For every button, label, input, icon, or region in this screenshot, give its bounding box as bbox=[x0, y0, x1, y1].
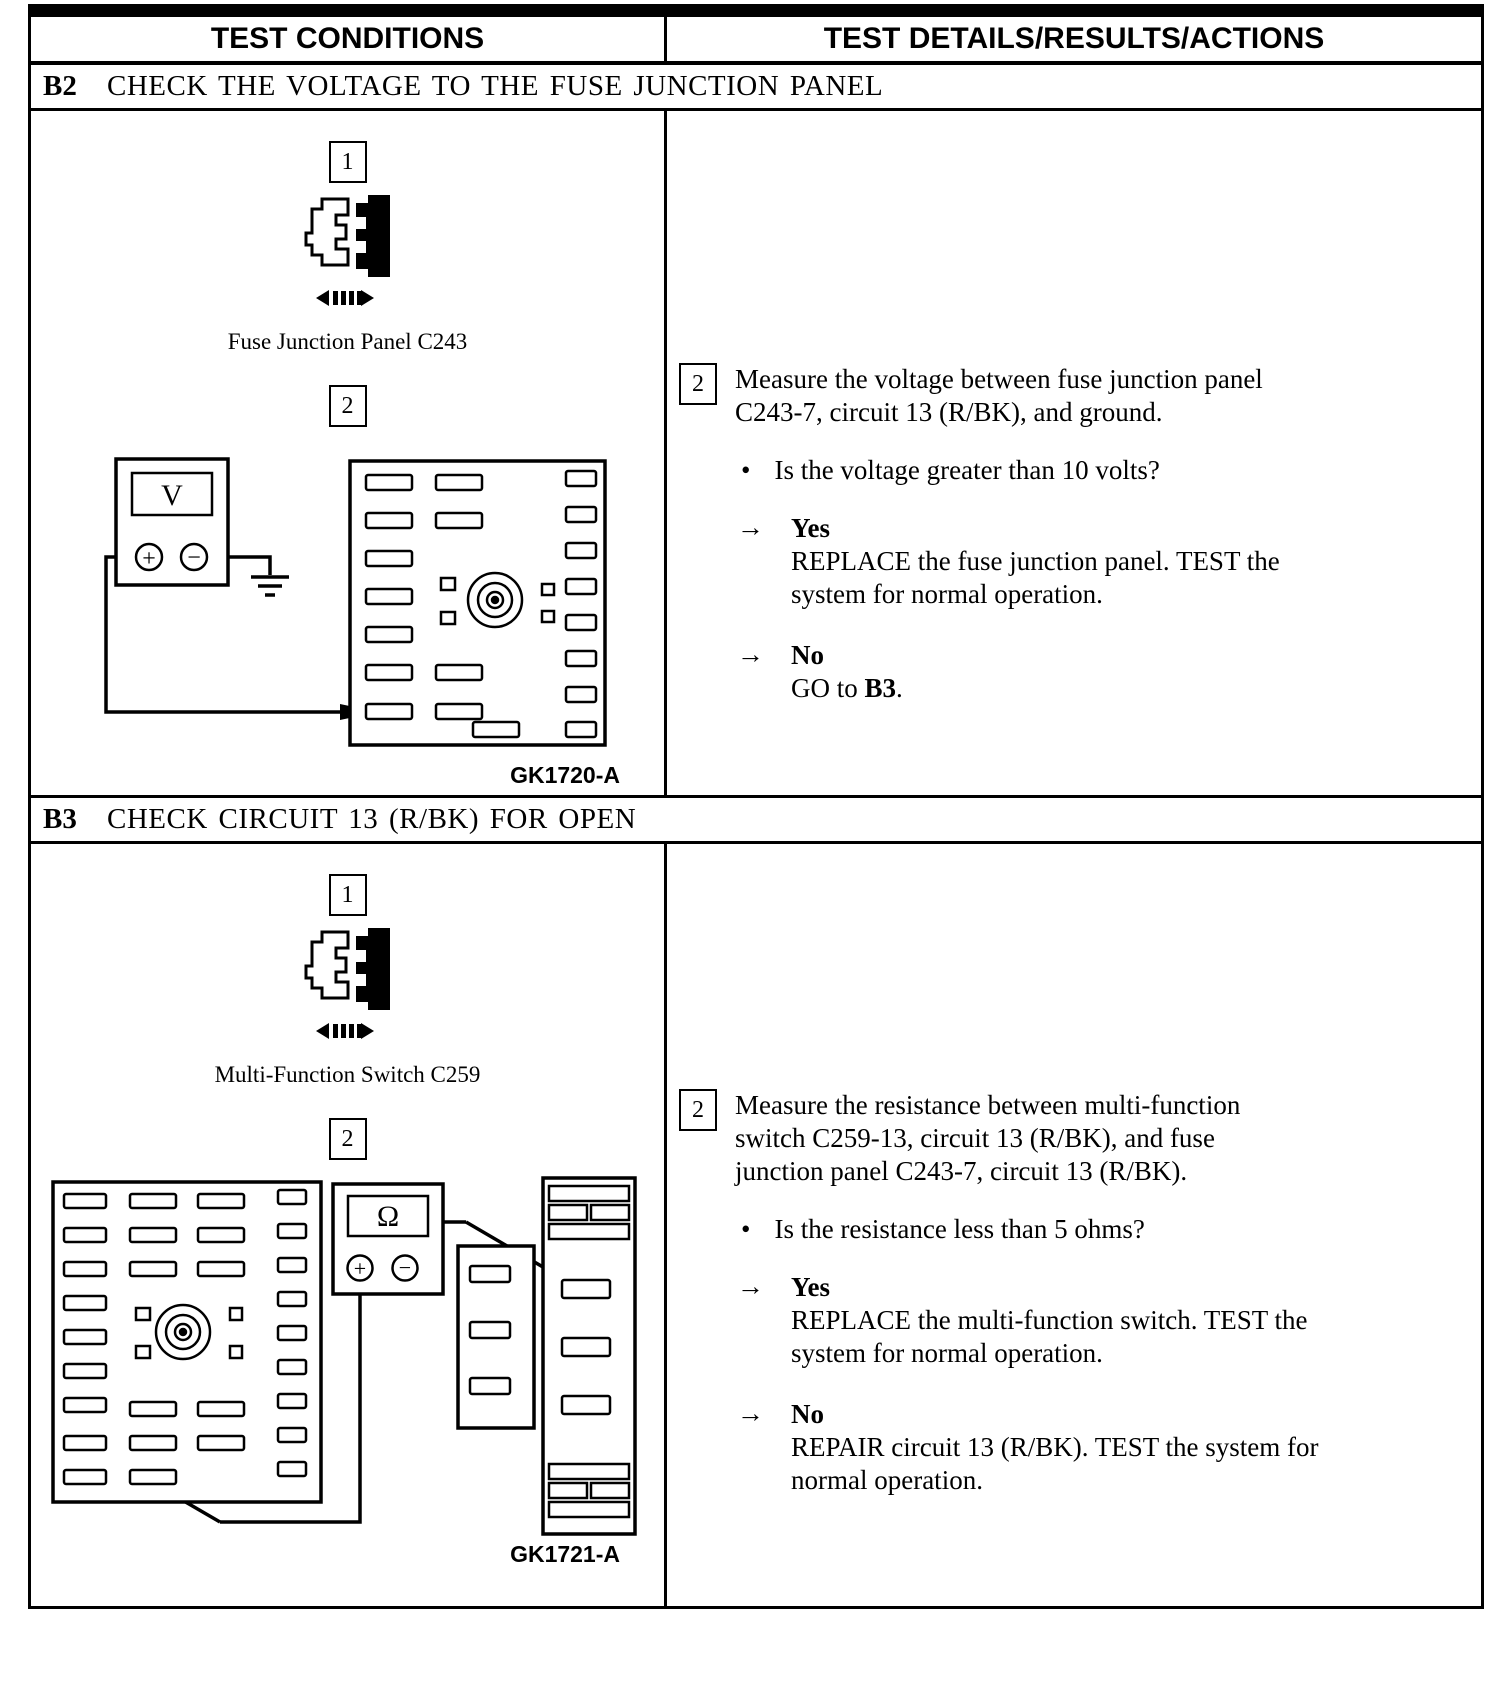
b2-no-action-text bbox=[791, 672, 903, 705]
b3-right-step-number-box bbox=[679, 1089, 717, 1131]
section-b2-id: B2 bbox=[43, 70, 77, 102]
b2-figure-id: GK1720-A bbox=[510, 762, 620, 788]
column-header-test-conditions: TEST CONDITIONS bbox=[31, 17, 667, 61]
section-b2-title-row bbox=[31, 65, 1481, 111]
mating-arrows-icon bbox=[316, 290, 374, 306]
minus-terminal-icon: − bbox=[186, 545, 201, 571]
section-b3-id: B3 bbox=[43, 803, 77, 835]
table-top-bar bbox=[31, 4, 1481, 17]
b3-resistance-test-diagram bbox=[38, 1174, 658, 1539]
plus-terminal-icon: + bbox=[141, 546, 156, 572]
arrow-icon: → bbox=[737, 638, 764, 669]
arrow-icon: → bbox=[737, 511, 764, 542]
ignition-cylinder-icon bbox=[156, 1305, 210, 1359]
b2-step1-number: 1 bbox=[341, 148, 354, 175]
section-b3-title-row bbox=[31, 798, 1481, 844]
connector-icon bbox=[288, 928, 408, 1046]
b3-right-step-number: 2 bbox=[692, 1096, 704, 1123]
b3-question-text: Is the resistance less than 5 ohms? bbox=[774, 1213, 1145, 1244]
b3-step2-instruction-row bbox=[679, 1089, 1471, 1188]
b3-step2-number: 2 bbox=[341, 1125, 354, 1152]
plus-terminal-icon: + bbox=[353, 1256, 366, 1281]
bullet-icon: • bbox=[741, 1213, 751, 1244]
table-header-row bbox=[31, 17, 1481, 65]
b3-figure-id: GK1721-A bbox=[510, 1541, 620, 1567]
column-header-test-details: TEST DETAILS/RESULTS/ACTIONS bbox=[823, 22, 1325, 55]
b2-question-text: Is the voltage greater than 10 volts? bbox=[774, 454, 1160, 485]
b3-step2-number-box bbox=[329, 1118, 367, 1160]
fuse-junction-panel-drawing bbox=[350, 461, 605, 745]
voltmeter-display-symbol: V bbox=[160, 479, 183, 512]
voltmeter-icon bbox=[116, 459, 228, 585]
b2-step2-number: 2 bbox=[341, 392, 354, 419]
b2-yes-label: Yes bbox=[791, 512, 830, 543]
ohmmeter-icon bbox=[333, 1184, 443, 1294]
b3-yes-branch bbox=[679, 1271, 1471, 1370]
b2-no-action-target: B3 bbox=[864, 672, 897, 703]
b2-no-branch bbox=[679, 639, 1471, 705]
arrow-icon: → bbox=[737, 1397, 764, 1428]
switch-connector-drawing bbox=[458, 1246, 534, 1428]
b2-right-step-number-box bbox=[679, 363, 717, 405]
section-b2-content-row bbox=[31, 111, 1481, 798]
mating-arrows-icon bbox=[316, 1023, 374, 1039]
b3-instruction-text: Measure the resistance between multi-function switch C259-13, circuit 13 (R/BK), and fuse junction panel C243-7, circuit 13 (R/BK). bbox=[735, 1090, 1241, 1186]
b3-step1-number-box bbox=[329, 874, 367, 916]
b2-right-step-number: 2 bbox=[692, 370, 704, 397]
ground-symbol-icon bbox=[251, 577, 289, 595]
b2-test-details-cell bbox=[667, 111, 1481, 795]
b3-test-details-cell bbox=[667, 844, 1481, 1606]
ignition-cylinder-icon bbox=[468, 573, 522, 627]
section-b3-content-row bbox=[31, 844, 1481, 1606]
b3-yes-action-text: REPLACE the multi-function switch. TEST the system for normal operation. bbox=[791, 1304, 1308, 1368]
section-b2-title: CHECK THE VOLTAGE TO THE FUSE JUNCTION PANEL bbox=[107, 70, 884, 102]
b2-step1-number-box bbox=[329, 141, 367, 183]
b2-connector-label: Fuse Junction Panel C243 bbox=[227, 329, 468, 354]
b2-step2-instruction-row bbox=[679, 363, 1471, 429]
b3-no-label: No bbox=[791, 1398, 824, 1429]
b3-connector-label: Multi-Function Switch C259 bbox=[214, 1062, 481, 1087]
b2-no-action-suffix: . bbox=[896, 672, 903, 703]
multi-function-switch-drawing bbox=[543, 1178, 635, 1534]
b3-yes-label: Yes bbox=[791, 1271, 830, 1302]
arrow-icon: → bbox=[737, 1270, 764, 1301]
b2-yes-branch bbox=[679, 512, 1471, 611]
ohmmeter-display-symbol: Ω bbox=[376, 1200, 399, 1233]
b3-step1-number: 1 bbox=[341, 881, 354, 908]
b2-no-action-prefix: GO to bbox=[791, 672, 865, 703]
b2-no-label: No bbox=[791, 639, 824, 670]
b2-yes-action-text: REPLACE the fuse junction panel. TEST the system for normal operation. bbox=[791, 545, 1280, 609]
b2-instruction-text: Measure the voltage between fuse junction panel C243-7, circuit 13 (R/BK), and ground. bbox=[735, 364, 1263, 427]
b2-voltage-test-diagram bbox=[48, 445, 648, 760]
section-b3-title: CHECK CIRCUIT 13 (R/BK) FOR OPEN bbox=[107, 803, 637, 835]
bullet-icon: • bbox=[741, 454, 751, 485]
b3-no-branch bbox=[679, 1398, 1471, 1497]
connector-icon bbox=[288, 195, 408, 313]
b3-question-row bbox=[741, 1214, 1471, 1245]
b2-test-conditions-cell bbox=[31, 111, 667, 795]
minus-terminal-icon: − bbox=[398, 1255, 411, 1280]
b2-step2-number-box bbox=[329, 385, 367, 427]
pinpoint-test-table bbox=[28, 4, 1484, 1609]
b3-test-conditions-cell bbox=[31, 844, 667, 1606]
b2-question-row bbox=[741, 455, 1471, 486]
b3-no-action-text: REPAIR circuit 13 (R/BK). TEST the system for normal operation. bbox=[791, 1431, 1319, 1495]
fuse-junction-panel-drawing bbox=[53, 1182, 321, 1502]
